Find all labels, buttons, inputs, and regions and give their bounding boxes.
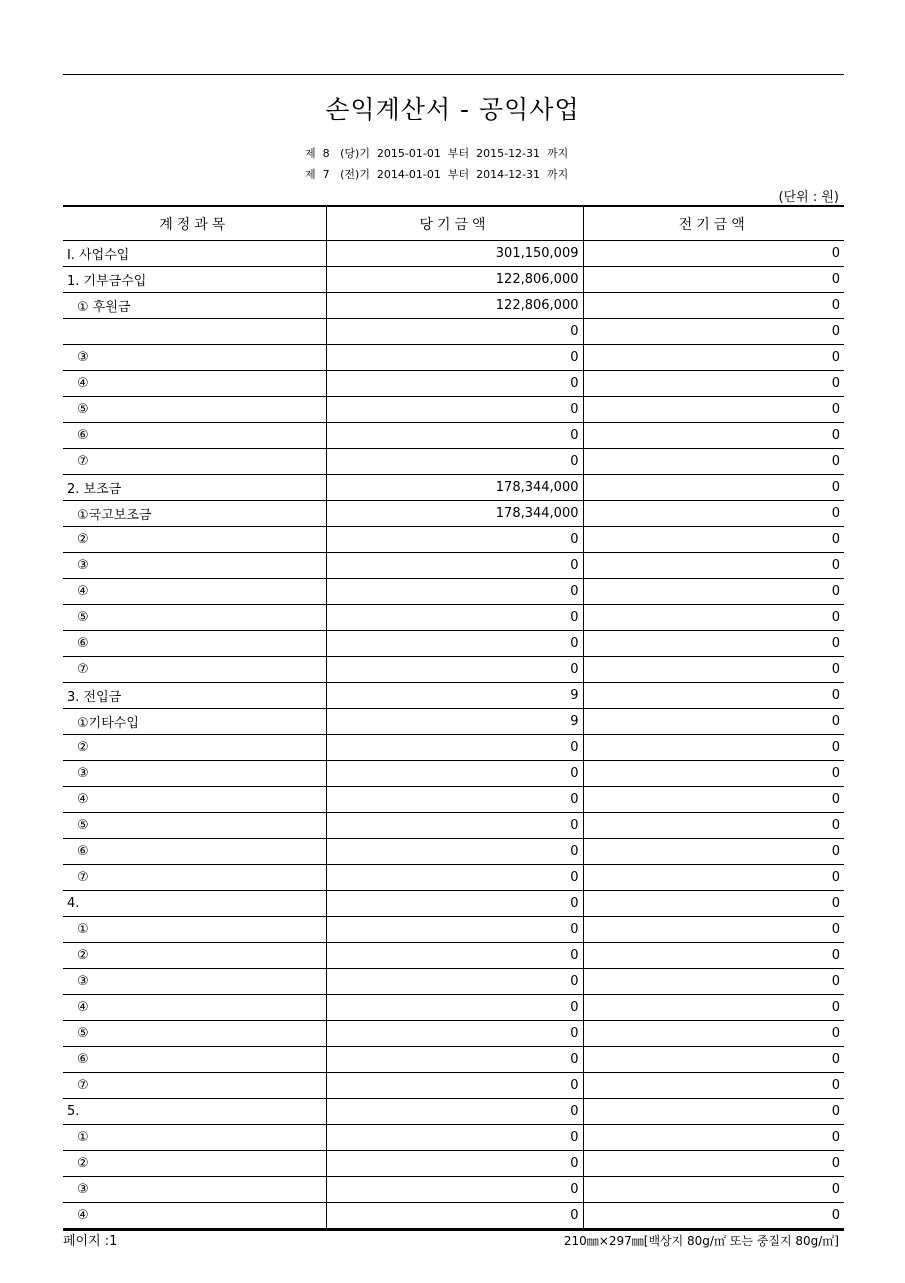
current-amount-cell: 0 [326, 839, 583, 865]
account-cell: ② [63, 943, 326, 969]
table-row [63, 943, 844, 969]
account-cell: ⑤ [63, 397, 326, 423]
column-header-current: 당기금액 [326, 206, 583, 241]
prior-amount-cell: 0 [583, 891, 844, 917]
account-cell: ①기타수입 [63, 709, 326, 735]
prior-amount-cell: 0 [583, 995, 844, 1021]
current-amount-cell: 9 [326, 683, 583, 709]
table-row [63, 917, 844, 943]
current-amount-cell: 0 [326, 1099, 583, 1125]
table-row [63, 449, 844, 475]
table-row [63, 267, 844, 293]
account-cell: ③ [63, 553, 326, 579]
current-amount-cell: 9 [326, 709, 583, 735]
current-amount-cell: 0 [326, 1073, 583, 1099]
account-cell: ① [63, 1125, 326, 1151]
account-cell: ② [63, 1151, 326, 1177]
prior-amount-cell: 0 [583, 579, 844, 605]
account-cell: ③ [63, 345, 326, 371]
current-amount-cell: 0 [326, 579, 583, 605]
current-amount-cell: 0 [326, 605, 583, 631]
top-rule [63, 74, 844, 75]
current-amount-cell: 0 [326, 319, 583, 345]
current-amount-cell: 0 [326, 657, 583, 683]
period-prior: 제 7 (전)기 2014-01-01 부터 2014-12-31 까지 [305, 168, 569, 181]
account-cell: ② [63, 735, 326, 761]
table-body [63, 241, 844, 1230]
prior-amount-cell: 0 [583, 917, 844, 943]
table-row [63, 787, 844, 813]
table-row [63, 501, 844, 527]
account-cell: 5. [63, 1099, 326, 1125]
prior-amount-cell: 0 [583, 1177, 844, 1203]
prior-amount-cell: 0 [583, 449, 844, 475]
table-row [63, 345, 844, 371]
prior-amount-cell: 0 [583, 397, 844, 423]
account-cell: ③ [63, 969, 326, 995]
prior-amount-cell: 0 [583, 1125, 844, 1151]
prior-amount-cell: 0 [583, 943, 844, 969]
prior-amount-cell: 0 [583, 709, 844, 735]
table-row [63, 319, 844, 345]
account-cell: ⑥ [63, 631, 326, 657]
prior-amount-cell: 0 [583, 683, 844, 709]
period-current: 제 8 (당)기 2015-01-01 부터 2015-12-31 까지 [305, 147, 569, 160]
account-cell: ⑥ [63, 423, 326, 449]
current-amount-cell: 0 [326, 449, 583, 475]
column-header-prior: 전기금액 [583, 206, 844, 241]
current-amount-cell: 0 [326, 995, 583, 1021]
account-cell: ④ [63, 1203, 326, 1230]
table-row [63, 553, 844, 579]
table-header-row [63, 206, 844, 241]
account-cell: ⑤ [63, 605, 326, 631]
current-amount-cell: 0 [326, 1177, 583, 1203]
table-row [63, 527, 844, 553]
table-row [63, 813, 844, 839]
prior-amount-cell: 0 [583, 1151, 844, 1177]
table-row [63, 1047, 844, 1073]
current-amount-cell: 0 [326, 1203, 583, 1230]
current-amount-cell: 0 [326, 813, 583, 839]
account-cell: ② [63, 527, 326, 553]
current-amount-cell: 178,344,000 [326, 501, 583, 527]
current-amount-cell: 301,150,009 [326, 241, 583, 267]
table-row [63, 1021, 844, 1047]
current-amount-cell: 0 [326, 423, 583, 449]
account-cell: 4. [63, 891, 326, 917]
prior-amount-cell: 0 [583, 319, 844, 345]
prior-amount-cell: 0 [583, 475, 844, 501]
current-amount-cell: 0 [326, 969, 583, 995]
prior-amount-cell: 0 [583, 813, 844, 839]
prior-amount-cell: 0 [583, 787, 844, 813]
prior-amount-cell: 0 [583, 1099, 844, 1125]
prior-amount-cell: 0 [583, 423, 844, 449]
table-row [63, 1099, 844, 1125]
account-cell: 3. 전입금 [63, 683, 326, 709]
current-amount-cell: 0 [326, 1151, 583, 1177]
table-row [63, 605, 844, 631]
current-amount-cell: 0 [326, 943, 583, 969]
prior-amount-cell: 0 [583, 553, 844, 579]
prior-amount-cell: 0 [583, 241, 844, 267]
account-cell: ④ [63, 995, 326, 1021]
account-cell: ① 후원금 [63, 293, 326, 319]
current-amount-cell: 122,806,000 [326, 293, 583, 319]
account-cell: Ⅰ. 사업수입 [63, 241, 326, 267]
current-amount-cell: 0 [326, 891, 583, 917]
table-row [63, 683, 844, 709]
prior-amount-cell: 0 [583, 371, 844, 397]
current-amount-cell: 0 [326, 1125, 583, 1151]
table-row [63, 839, 844, 865]
current-amount-cell: 0 [326, 1047, 583, 1073]
table-row [63, 1177, 844, 1203]
prior-amount-cell: 0 [583, 293, 844, 319]
prior-amount-cell: 0 [583, 839, 844, 865]
prior-amount-cell: 0 [583, 267, 844, 293]
account-cell: ⑦ [63, 657, 326, 683]
prior-amount-cell: 0 [583, 605, 844, 631]
current-amount-cell: 0 [326, 917, 583, 943]
table-row [63, 397, 844, 423]
unit-label: (단위 : 원) [778, 190, 839, 205]
prior-amount-cell: 0 [583, 1047, 844, 1073]
current-amount-cell: 0 [326, 371, 583, 397]
table-row [63, 423, 844, 449]
account-cell: ⑤ [63, 1021, 326, 1047]
table-row [63, 1125, 844, 1151]
column-header-account: 계정과목 [63, 206, 326, 241]
table-row [63, 865, 844, 891]
account-cell: ④ [63, 371, 326, 397]
table-row [63, 371, 844, 397]
current-amount-cell: 0 [326, 345, 583, 371]
account-cell [63, 319, 326, 345]
table-row [63, 891, 844, 917]
page-title: 손익계산서 - 공익사업 [325, 95, 580, 124]
current-amount-cell: 0 [326, 787, 583, 813]
current-amount-cell: 0 [326, 865, 583, 891]
prior-amount-cell: 0 [583, 1021, 844, 1047]
prior-amount-cell: 0 [583, 865, 844, 891]
current-amount-cell: 0 [326, 397, 583, 423]
account-cell: ③ [63, 761, 326, 787]
table-row [63, 293, 844, 319]
current-amount-cell: 0 [326, 527, 583, 553]
prior-amount-cell: 0 [583, 969, 844, 995]
table-row [63, 761, 844, 787]
account-cell: ①국고보조금 [63, 501, 326, 527]
page-number: 페이지 :1 [63, 1234, 118, 1249]
prior-amount-cell: 0 [583, 657, 844, 683]
account-cell: 1. 기부금수입 [63, 267, 326, 293]
table-row [63, 1151, 844, 1177]
current-amount-cell: 122,806,000 [326, 267, 583, 293]
account-cell: ⑥ [63, 1047, 326, 1073]
table-row [63, 1203, 844, 1230]
prior-amount-cell: 0 [583, 735, 844, 761]
account-cell: ④ [63, 579, 326, 605]
prior-amount-cell: 0 [583, 345, 844, 371]
account-cell: ⑦ [63, 865, 326, 891]
income-statement-table [63, 205, 844, 1231]
paper-spec: 210㎜×297㎜[백상지 80g/㎡ 또는 중질지 80g/㎡] [563, 1234, 839, 1248]
account-cell: 2. 보조금 [63, 475, 326, 501]
table-row [63, 1073, 844, 1099]
account-cell: ⑦ [63, 449, 326, 475]
prior-amount-cell: 0 [583, 1203, 844, 1230]
prior-amount-cell: 0 [583, 501, 844, 527]
prior-amount-cell: 0 [583, 631, 844, 657]
prior-amount-cell: 0 [583, 1073, 844, 1099]
table-row [63, 995, 844, 1021]
table-row [63, 579, 844, 605]
table-row [63, 657, 844, 683]
account-cell: ⑦ [63, 1073, 326, 1099]
prior-amount-cell: 0 [583, 761, 844, 787]
table-row [63, 969, 844, 995]
table-row [63, 709, 844, 735]
current-amount-cell: 0 [326, 1021, 583, 1047]
table-row [63, 631, 844, 657]
current-amount-cell: 0 [326, 761, 583, 787]
table-row [63, 241, 844, 267]
account-cell: ⑥ [63, 839, 326, 865]
current-amount-cell: 0 [326, 631, 583, 657]
current-amount-cell: 178,344,000 [326, 475, 583, 501]
current-amount-cell: 0 [326, 553, 583, 579]
account-cell: ⑤ [63, 813, 326, 839]
account-cell: ③ [63, 1177, 326, 1203]
account-cell: ① [63, 917, 326, 943]
current-amount-cell: 0 [326, 735, 583, 761]
account-cell: ④ [63, 787, 326, 813]
prior-amount-cell: 0 [583, 527, 844, 553]
table-row [63, 735, 844, 761]
table-row [63, 475, 844, 501]
